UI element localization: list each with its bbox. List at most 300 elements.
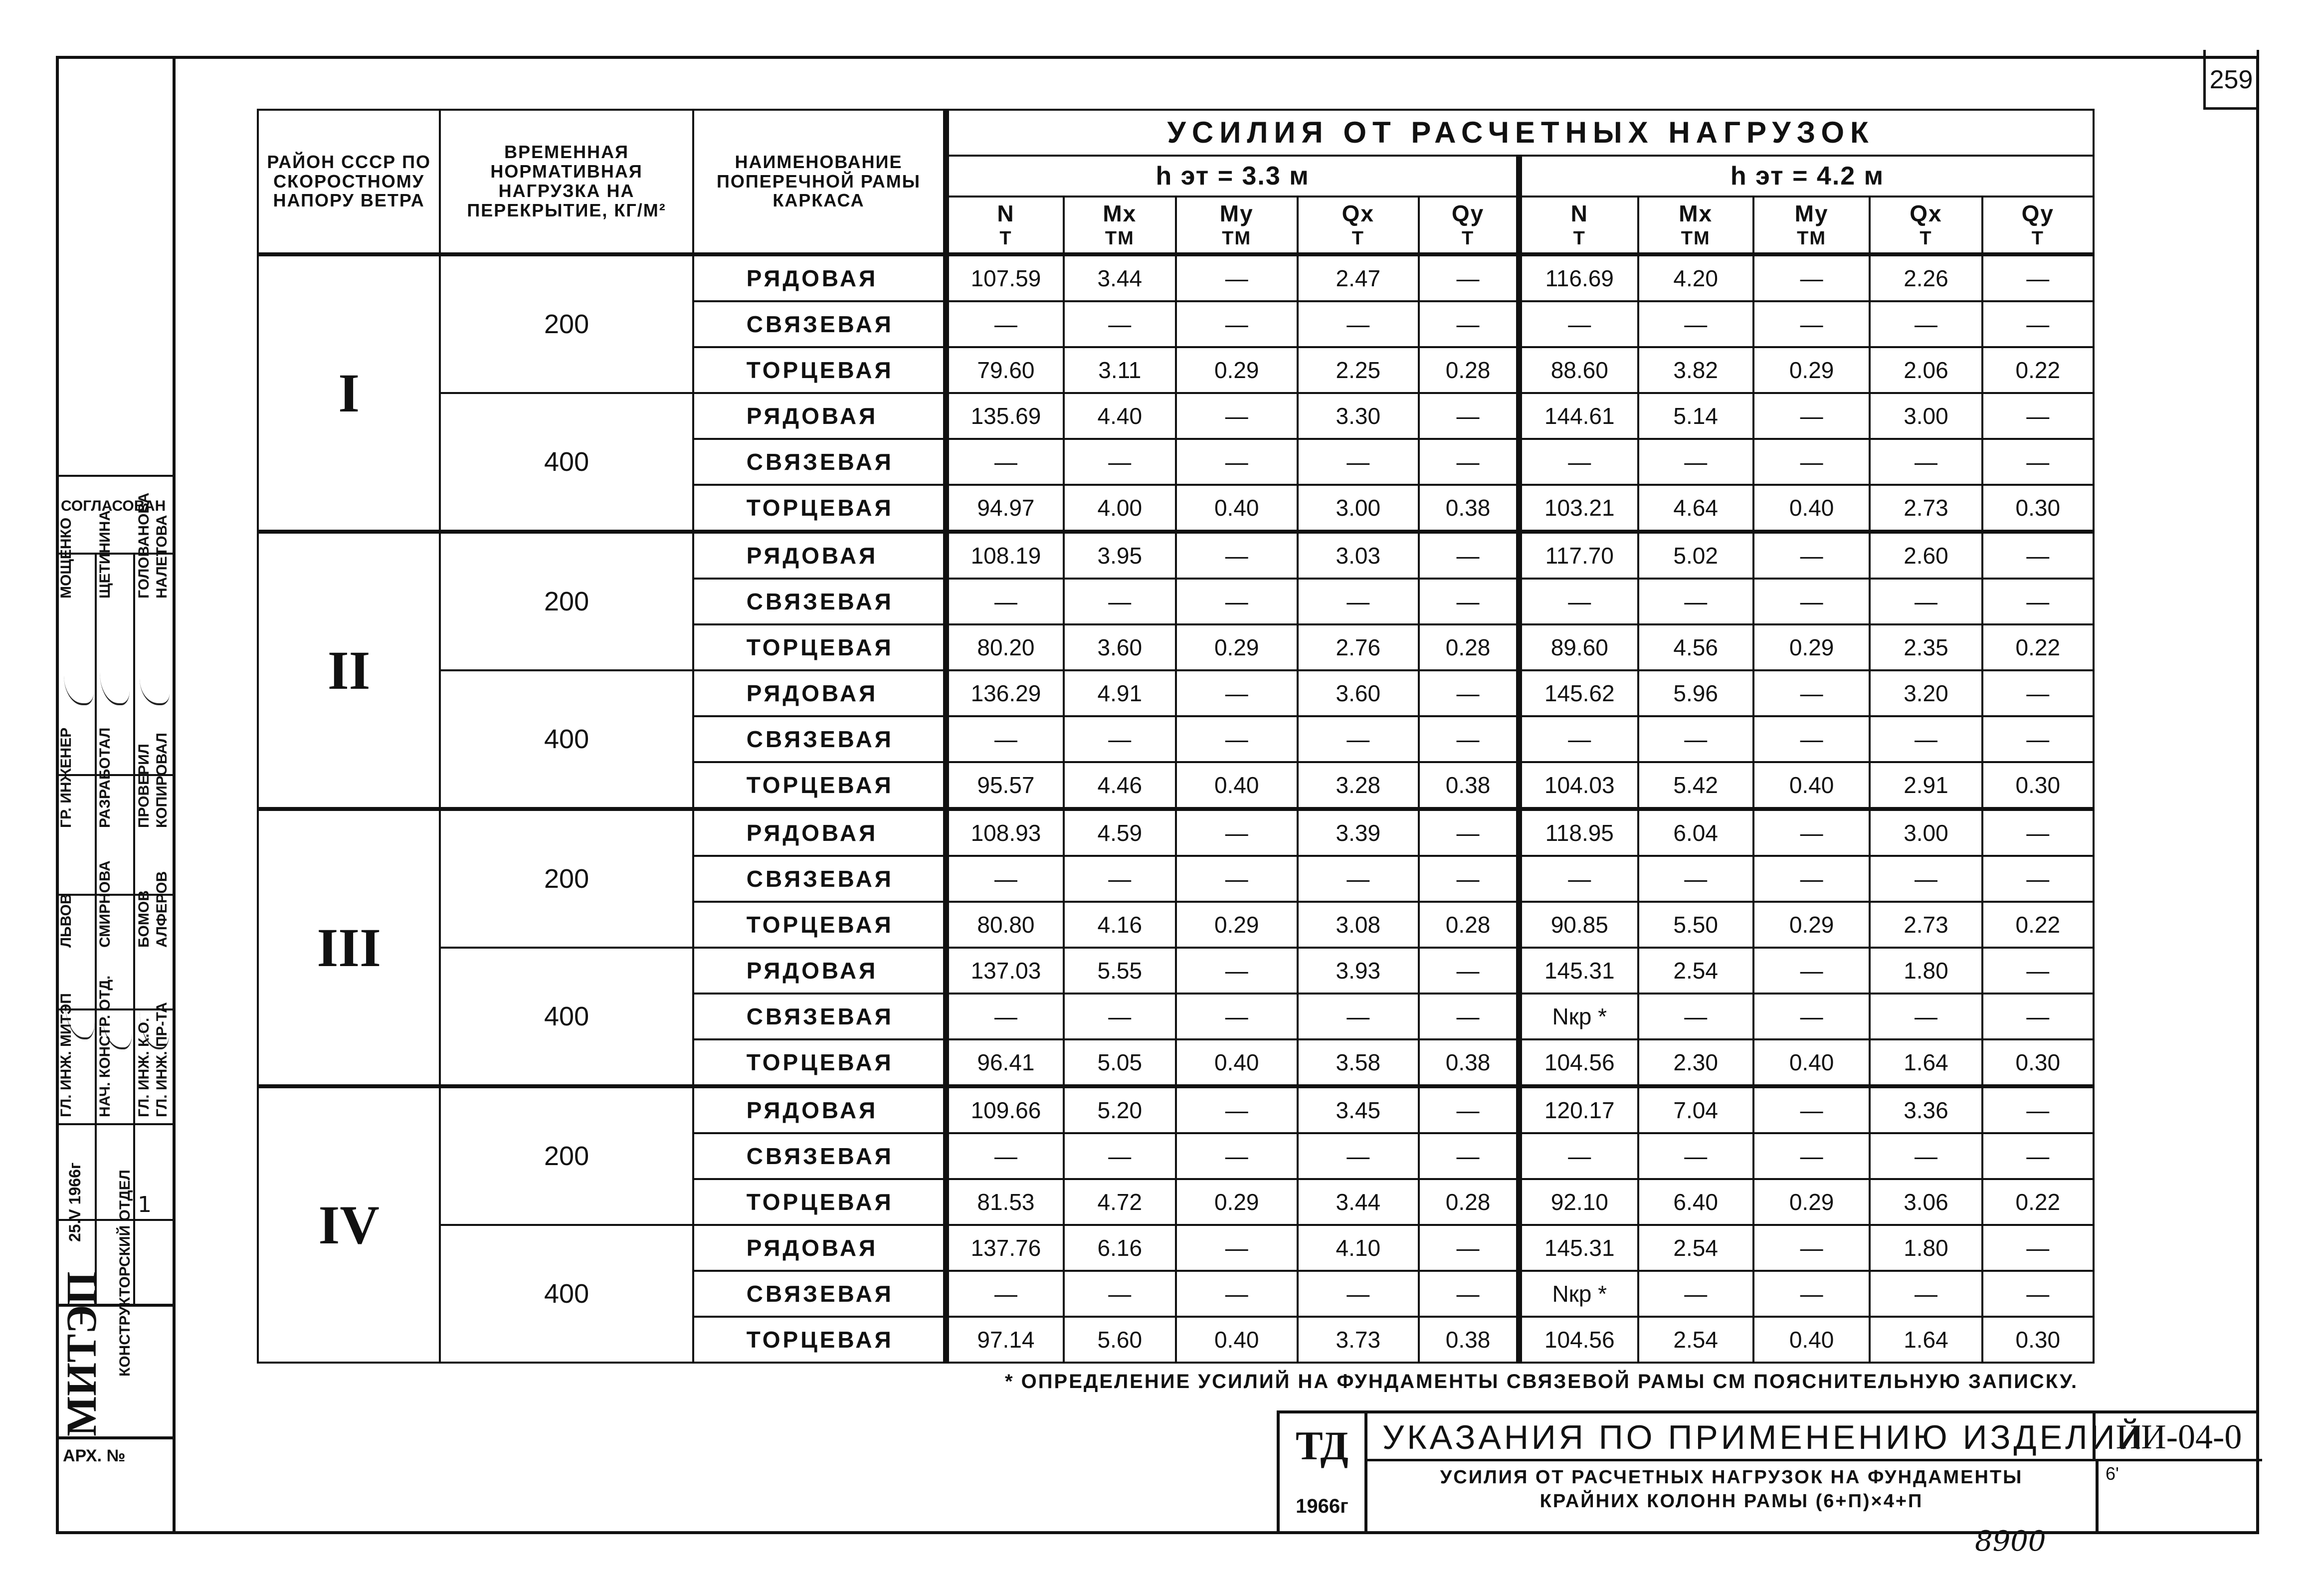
value-cell: — (1419, 716, 1519, 762)
value-cell: 4.56 (1638, 624, 1753, 670)
stamp-doc-number: ИИ-04-0 (2096, 1413, 2262, 1461)
frame-type-cell: СВЯЗЕВАЯ (693, 856, 946, 902)
value-cell: 2.60 (1870, 532, 1982, 579)
value-cell: 3.39 (1298, 809, 1419, 856)
value-cell: — (1982, 1225, 2094, 1271)
value-cell: 5.02 (1638, 532, 1753, 579)
value-cell: 136.29 (946, 670, 1063, 716)
value-cell: — (1753, 439, 1870, 485)
col-mx-sym-2: Mx (1679, 200, 1713, 226)
value-cell: — (1298, 579, 1419, 624)
value-cell: — (946, 439, 1063, 485)
header-floor-33: h эт = 3.3 м (946, 156, 1519, 197)
organization: МИТЭП (57, 1271, 105, 1436)
frame-type-cell: СВЯЗЕВАЯ (693, 1133, 946, 1179)
value-cell: 3.28 (1298, 762, 1419, 809)
stamp-divider (2096, 1461, 2099, 1534)
frame-type-cell: ТОРЦЕВАЯ (693, 485, 946, 532)
value-cell: Nкр * (1519, 1271, 1638, 1317)
value-cell: — (1753, 856, 1870, 902)
value-cell: 6.04 (1638, 809, 1753, 856)
region-cell: III (258, 809, 440, 1086)
region-cell: II (258, 532, 440, 809)
value-cell: — (1753, 532, 1870, 579)
col-my (1176, 197, 1298, 254)
value-cell: 0.40 (1753, 1317, 1870, 1363)
value-cell: 118.95 (1519, 809, 1638, 856)
value-cell: — (1419, 809, 1519, 856)
value-cell: — (946, 1133, 1063, 1179)
value-cell: 3.82 (1638, 347, 1753, 393)
value-cell: 137.03 (946, 948, 1063, 994)
value-cell: — (1982, 301, 2094, 347)
value-cell: 2.54 (1638, 1317, 1753, 1363)
value-cell: — (1982, 670, 2094, 716)
value-cell: — (946, 579, 1063, 624)
frame-type-cell: РЯДОВАЯ (693, 948, 946, 994)
value-cell: 5.96 (1638, 670, 1753, 716)
value-cell: 1.64 (1870, 1317, 1982, 1363)
value-cell: 97.14 (946, 1317, 1063, 1363)
value-cell: — (1753, 1225, 1870, 1271)
value-cell: — (946, 994, 1063, 1039)
value-cell: — (1176, 439, 1298, 485)
value-cell: 0.28 (1419, 347, 1519, 393)
role-head-dept: НАЧ. КОНСТР. ОТД. (97, 975, 113, 1117)
value-cell: 0.40 (1176, 762, 1298, 809)
value-cell: 0.29 (1176, 347, 1298, 393)
strip-divider (56, 1436, 173, 1439)
value-cell: — (1176, 716, 1298, 762)
header-floor-42: h эт = 4.2 м (1519, 156, 2094, 197)
sheet-number: 259 (2203, 50, 2259, 110)
value-cell: — (1519, 301, 1638, 347)
name-smirnova: СМИРНОВА (97, 860, 113, 948)
role-chief-eng-ko: ГЛ. ИНЖ. К.О. (136, 1017, 152, 1117)
frame-type-cell: РЯДОВАЯ (693, 393, 946, 439)
value-cell: — (1064, 301, 1176, 347)
col-qx (1298, 197, 1419, 254)
value-cell: 3.93 (1298, 948, 1419, 994)
col-qy-unit: Т (1461, 228, 1475, 249)
value-cell: 2.54 (1638, 948, 1753, 994)
value-cell: — (1753, 1086, 1870, 1133)
col-qx-unit-2: Т (1920, 228, 1932, 249)
frame-type-cell: РЯДОВАЯ (693, 670, 946, 716)
value-cell: — (1176, 1133, 1298, 1179)
value-cell: — (1870, 1133, 1982, 1179)
value-cell: 0.29 (1176, 624, 1298, 670)
table-row (258, 1086, 2094, 1133)
value-cell: — (1519, 1133, 1638, 1179)
value-cell: — (1753, 994, 1870, 1039)
value-cell: — (1753, 1271, 1870, 1317)
value-cell: — (1982, 809, 2094, 856)
col-mx-2 (1638, 197, 1753, 254)
value-cell: — (1419, 1133, 1519, 1179)
value-cell: 0.30 (1982, 1317, 2094, 1363)
value-cell: 109.66 (946, 1086, 1063, 1133)
value-cell: — (1870, 856, 1982, 902)
value-cell: — (1870, 716, 1982, 762)
value-cell: 5.50 (1638, 902, 1753, 948)
header-frame: НАИМЕНОВАНИЕ ПОПЕРЕЧНОЙ РАМЫ КАРКАСА (693, 110, 946, 254)
value-cell: 0.38 (1419, 1039, 1519, 1086)
value-cell: 90.85 (1519, 902, 1638, 948)
value-cell: 3.03 (1298, 532, 1419, 579)
value-cell: 0.30 (1982, 1039, 2094, 1086)
table-row (258, 809, 2094, 856)
value-cell: 5.05 (1064, 1039, 1176, 1086)
value-cell: 120.17 (1519, 1086, 1638, 1133)
load-cell: 200 (440, 532, 693, 670)
value-cell: 117.70 (1519, 532, 1638, 579)
footnote: * ОПРЕДЕЛЕНИЕ УСИЛИЙ НА ФУНДАМЕНТЫ СВЯЗЕВОЙ РАМЫ СМ ПОЯСНИТЕЛЬНУЮ ЗАПИСКУ. (1005, 1371, 2079, 1393)
value-cell: 2.73 (1870, 485, 1982, 532)
value-cell: 4.64 (1638, 485, 1753, 532)
region-cell: I (258, 254, 440, 532)
value-cell: — (1638, 1271, 1753, 1317)
value-cell: — (1176, 532, 1298, 579)
frame-type-cell: РЯДОВАЯ (693, 809, 946, 856)
stamp-subtitle-1: УСИЛИЯ ОТ РАСЧЕТНЫХ НАГРУЗОК НА ФУНДАМЕНТЫ (1440, 1467, 2023, 1488)
value-cell: 0.40 (1753, 485, 1870, 532)
value-cell: — (1176, 994, 1298, 1039)
col-mx (1064, 197, 1176, 254)
value-cell: — (1176, 1086, 1298, 1133)
value-cell: — (1419, 994, 1519, 1039)
value-cell: 4.10 (1298, 1225, 1419, 1271)
value-cell: — (1638, 579, 1753, 624)
value-cell: 2.26 (1870, 254, 1982, 301)
value-cell: — (1753, 393, 1870, 439)
col-my-sym: My (1219, 200, 1254, 226)
value-cell: 145.62 (1519, 670, 1638, 716)
value-cell: — (1176, 1225, 1298, 1271)
load-cell: 400 (440, 948, 693, 1086)
value-cell: 3.00 (1298, 485, 1419, 532)
value-cell: — (1982, 439, 2094, 485)
value-cell: — (1176, 1271, 1298, 1317)
value-cell: — (1638, 1133, 1753, 1179)
frame-type-cell: СВЯЗЕВАЯ (693, 301, 946, 347)
load-cell: 200 (440, 1086, 693, 1225)
value-cell: — (1638, 856, 1753, 902)
value-cell: — (1753, 809, 1870, 856)
table-row (258, 948, 2094, 994)
value-cell: — (1753, 948, 1870, 994)
value-cell: 2.30 (1638, 1039, 1753, 1086)
frame-type-cell: ТОРЦЕВАЯ (693, 1179, 946, 1225)
value-cell: — (1419, 254, 1519, 301)
stamp-year: 1966г (1280, 1478, 1367, 1534)
role-copied: КОПИРОВАЛ (154, 733, 170, 828)
frame-type-cell: ТОРЦЕВАЯ (693, 347, 946, 393)
value-cell: 104.03 (1519, 762, 1638, 809)
value-cell: 135.69 (946, 393, 1063, 439)
value-cell: 0.30 (1982, 762, 2094, 809)
table-body (258, 254, 2094, 1363)
col-my-unit: ТМ (1222, 228, 1252, 249)
frame-type-cell: ТОРЦЕВАЯ (693, 624, 946, 670)
value-cell: — (1176, 809, 1298, 856)
frame-type-cell: ТОРЦЕВАЯ (693, 762, 946, 809)
value-cell: 0.30 (1982, 485, 2094, 532)
name-lvov: ЛЬВОВ (58, 893, 74, 948)
value-cell: 5.55 (1064, 948, 1176, 994)
value-cell: 3.00 (1870, 393, 1982, 439)
value-cell: 0.29 (1753, 1179, 1870, 1225)
value-cell: 137.76 (946, 1225, 1063, 1271)
col-my-unit-2: ТМ (1797, 228, 1827, 249)
date: 25.V 1966г (66, 1162, 84, 1242)
value-cell: — (1419, 1086, 1519, 1133)
value-cell: — (946, 716, 1063, 762)
value-cell: 2.35 (1870, 624, 1982, 670)
department: КОНСТРУКТОРСКИЙ ОТДЕЛ (117, 1170, 133, 1377)
value-cell: 0.29 (1753, 347, 1870, 393)
value-cell: 96.41 (946, 1039, 1063, 1086)
value-cell: 4.20 (1638, 254, 1753, 301)
value-cell: 108.19 (946, 532, 1063, 579)
value-cell: 5.20 (1064, 1086, 1176, 1133)
col-my-sym-2: My (1794, 200, 1829, 226)
value-cell: 3.73 (1298, 1317, 1419, 1363)
value-cell: — (1753, 1133, 1870, 1179)
value-cell: — (1982, 716, 2094, 762)
value-cell: — (1064, 1133, 1176, 1179)
value-cell: — (1176, 948, 1298, 994)
frame-type-cell: ТОРЦЕВАЯ (693, 1039, 946, 1086)
value-cell: 3.44 (1298, 1179, 1419, 1225)
stamp-subtitle-2: КРАЙНИХ КОЛОНН РАМЫ (6+П)×4+П (1539, 1491, 1924, 1512)
value-cell: — (1176, 393, 1298, 439)
frame-type-cell: РЯДОВАЯ (693, 532, 946, 579)
value-cell: 3.45 (1298, 1086, 1419, 1133)
value-cell: 104.56 (1519, 1317, 1638, 1363)
col-n-sym: N (997, 200, 1015, 226)
name-moshchenko: МОЩЕНКО (58, 517, 74, 598)
value-cell: — (1638, 994, 1753, 1039)
value-cell: — (1176, 579, 1298, 624)
value-cell: 0.22 (1982, 347, 2094, 393)
value-cell: 3.11 (1064, 347, 1176, 393)
value-cell: — (1638, 301, 1753, 347)
col-mx-sym: Mx (1103, 200, 1137, 226)
value-cell: 3.58 (1298, 1039, 1419, 1086)
value-cell: — (1982, 579, 2094, 624)
value-cell: 80.80 (946, 902, 1063, 948)
value-cell: — (1064, 439, 1176, 485)
frame-type-cell: СВЯЗЕВАЯ (693, 994, 946, 1039)
value-cell: — (1753, 579, 1870, 624)
frame-type-cell: СВЯЗЕВАЯ (693, 579, 946, 624)
value-cell: 0.22 (1982, 1179, 2094, 1225)
value-cell: 3.95 (1064, 532, 1176, 579)
frame-type-cell: СВЯЗЕВАЯ (693, 439, 946, 485)
value-cell: — (1176, 301, 1298, 347)
value-cell: 144.61 (1519, 393, 1638, 439)
value-cell: — (1982, 393, 2094, 439)
load-cell: 200 (440, 254, 693, 393)
value-cell: 107.59 (946, 254, 1063, 301)
col-n (946, 197, 1063, 254)
value-cell: — (1982, 856, 2094, 902)
value-cell: — (1419, 301, 1519, 347)
value-cell: — (1982, 1133, 2094, 1179)
value-cell: 3.60 (1298, 670, 1419, 716)
value-cell: — (1753, 301, 1870, 347)
value-cell: 5.42 (1638, 762, 1753, 809)
archive-label: АРХ. № (63, 1446, 126, 1465)
col-n-unit-2: Т (1573, 228, 1586, 249)
value-cell: 2.76 (1298, 624, 1419, 670)
value-cell: — (1419, 948, 1519, 994)
col-qx-2 (1870, 197, 1982, 254)
value-cell: 7.04 (1638, 1086, 1753, 1133)
col-n-sym-2: N (1570, 200, 1588, 226)
value-cell: 6.16 (1064, 1225, 1176, 1271)
role-chief-eng-project: ГЛ. ИНЖ. ПР-ТА (154, 1002, 170, 1117)
value-cell: — (1638, 716, 1753, 762)
value-cell: 1.64 (1870, 1039, 1982, 1086)
value-cell: — (1064, 856, 1176, 902)
handwritten-number: 8900 (1975, 1525, 2046, 1558)
strip-divider (56, 475, 173, 477)
header-forces: УСИЛИЯ ОТ РАСЧЕТНЫХ НАГРУЗОК (946, 110, 2094, 156)
value-cell: 4.91 (1064, 670, 1176, 716)
value-cell: Nкр * (1519, 994, 1638, 1039)
frame-type-cell: ТОРЦЕВАЯ (693, 1317, 946, 1363)
value-cell: — (1870, 1271, 1982, 1317)
table-row (258, 1225, 2094, 1271)
value-cell: 116.69 (1519, 254, 1638, 301)
header-region: РАЙОН СССР ПО СКОРОСТНОМУ НАПОРУ ВЕТРА (258, 110, 440, 254)
value-cell: 0.22 (1982, 902, 2094, 948)
col-n-unit: Т (999, 228, 1012, 249)
value-cell: 5.60 (1064, 1317, 1176, 1363)
role-chief-eng: ГЛ. ИНЖ. МИТЭП (58, 993, 74, 1117)
value-cell: 2.73 (1870, 902, 1982, 948)
agreed-label: СОГЛАСОВАН (61, 498, 166, 514)
stamp-title: УКАЗАНИЯ ПО ПРИМЕНЕНИЮ ИЗДЕЛИЙ (1367, 1413, 2096, 1461)
value-cell: — (1298, 856, 1419, 902)
value-cell: — (1638, 439, 1753, 485)
value-cell: 3.08 (1298, 902, 1419, 948)
value-cell: — (1419, 532, 1519, 579)
col-qy-2 (1982, 197, 2094, 254)
value-cell: — (1298, 1133, 1419, 1179)
frame-type-cell: СВЯЗЕВАЯ (693, 716, 946, 762)
table-row (258, 670, 2094, 716)
value-cell: 1.80 (1870, 1225, 1982, 1271)
value-cell: — (1419, 1271, 1519, 1317)
value-cell: — (1753, 716, 1870, 762)
value-cell: 0.22 (1982, 624, 2094, 670)
value-cell: — (1419, 579, 1519, 624)
value-cell: 0.28 (1419, 902, 1519, 948)
value-cell: — (1519, 439, 1638, 485)
value-cell: 4.72 (1064, 1179, 1176, 1225)
value-cell: — (1870, 579, 1982, 624)
name-alferov: АЛФЕРОВ (154, 871, 170, 948)
value-cell: — (1064, 1271, 1176, 1317)
value-cell: 88.60 (1519, 347, 1638, 393)
value-cell: 0.28 (1419, 624, 1519, 670)
value-cell: — (1870, 439, 1982, 485)
value-cell: — (946, 1271, 1063, 1317)
name-shchetinina: ЩЕТИНИНА (97, 510, 113, 598)
value-cell: 2.91 (1870, 762, 1982, 809)
value-cell: 92.10 (1519, 1179, 1638, 1225)
value-cell: — (1982, 532, 2094, 579)
value-cell: 0.29 (1176, 1179, 1298, 1225)
region-cell: IV (258, 1086, 440, 1363)
value-cell: 0.38 (1419, 1317, 1519, 1363)
value-cell: 1.80 (1870, 948, 1982, 994)
value-cell: — (1982, 1271, 2094, 1317)
role-developed: РАЗРАБОТАЛ (97, 727, 113, 828)
value-cell: 5.14 (1638, 393, 1753, 439)
value-cell: — (1419, 856, 1519, 902)
value-cell: 3.60 (1064, 624, 1176, 670)
value-cell: — (1298, 439, 1419, 485)
value-cell: 81.53 (946, 1179, 1063, 1225)
value-cell: 3.00 (1870, 809, 1982, 856)
value-cell: 0.38 (1419, 762, 1519, 809)
col-qx-sym: Qx (1342, 200, 1374, 226)
value-cell: — (1419, 670, 1519, 716)
role-group-engineer: ГР. ИНЖЕНЕР (58, 727, 74, 828)
value-cell: 94.97 (946, 485, 1063, 532)
load-cell: 400 (440, 670, 693, 809)
value-cell: 4.40 (1064, 393, 1176, 439)
col-qx-unit: Т (1351, 228, 1364, 249)
value-cell: 103.21 (1519, 485, 1638, 532)
value-cell: 0.29 (1176, 902, 1298, 948)
value-cell: 0.40 (1176, 1317, 1298, 1363)
col-mx-unit-2: ТМ (1681, 228, 1711, 249)
value-cell: — (1176, 856, 1298, 902)
value-cell: — (946, 301, 1063, 347)
col-qy-unit-2: Т (2031, 228, 2044, 249)
strip-divider (133, 553, 135, 1304)
value-cell: 79.60 (946, 347, 1063, 393)
table-row (258, 532, 2094, 579)
name-golovanova: ГОЛОВАНОВА (136, 492, 152, 598)
value-cell: — (1419, 439, 1519, 485)
value-cell: 89.60 (1519, 624, 1638, 670)
value-cell: — (1064, 579, 1176, 624)
value-cell: 3.44 (1064, 254, 1176, 301)
value-cell: 0.40 (1176, 485, 1298, 532)
value-cell: — (1519, 856, 1638, 902)
stamp-code: ТД (1280, 1413, 1367, 1478)
value-cell: 3.06 (1870, 1179, 1982, 1225)
value-cell: — (1298, 1271, 1419, 1317)
value-cell: 3.36 (1870, 1086, 1982, 1133)
value-cell: — (1982, 1086, 2094, 1133)
value-cell: 104.56 (1519, 1039, 1638, 1086)
value-cell: — (1064, 716, 1176, 762)
load-cell: 400 (440, 393, 693, 532)
value-cell: — (1298, 994, 1419, 1039)
name-bomov: БОМОВ (136, 890, 152, 948)
value-cell: — (1519, 716, 1638, 762)
value-cell: — (1982, 994, 2094, 1039)
col-qx-sym-2: Qx (1910, 200, 1942, 226)
load-cell: 200 (440, 809, 693, 948)
